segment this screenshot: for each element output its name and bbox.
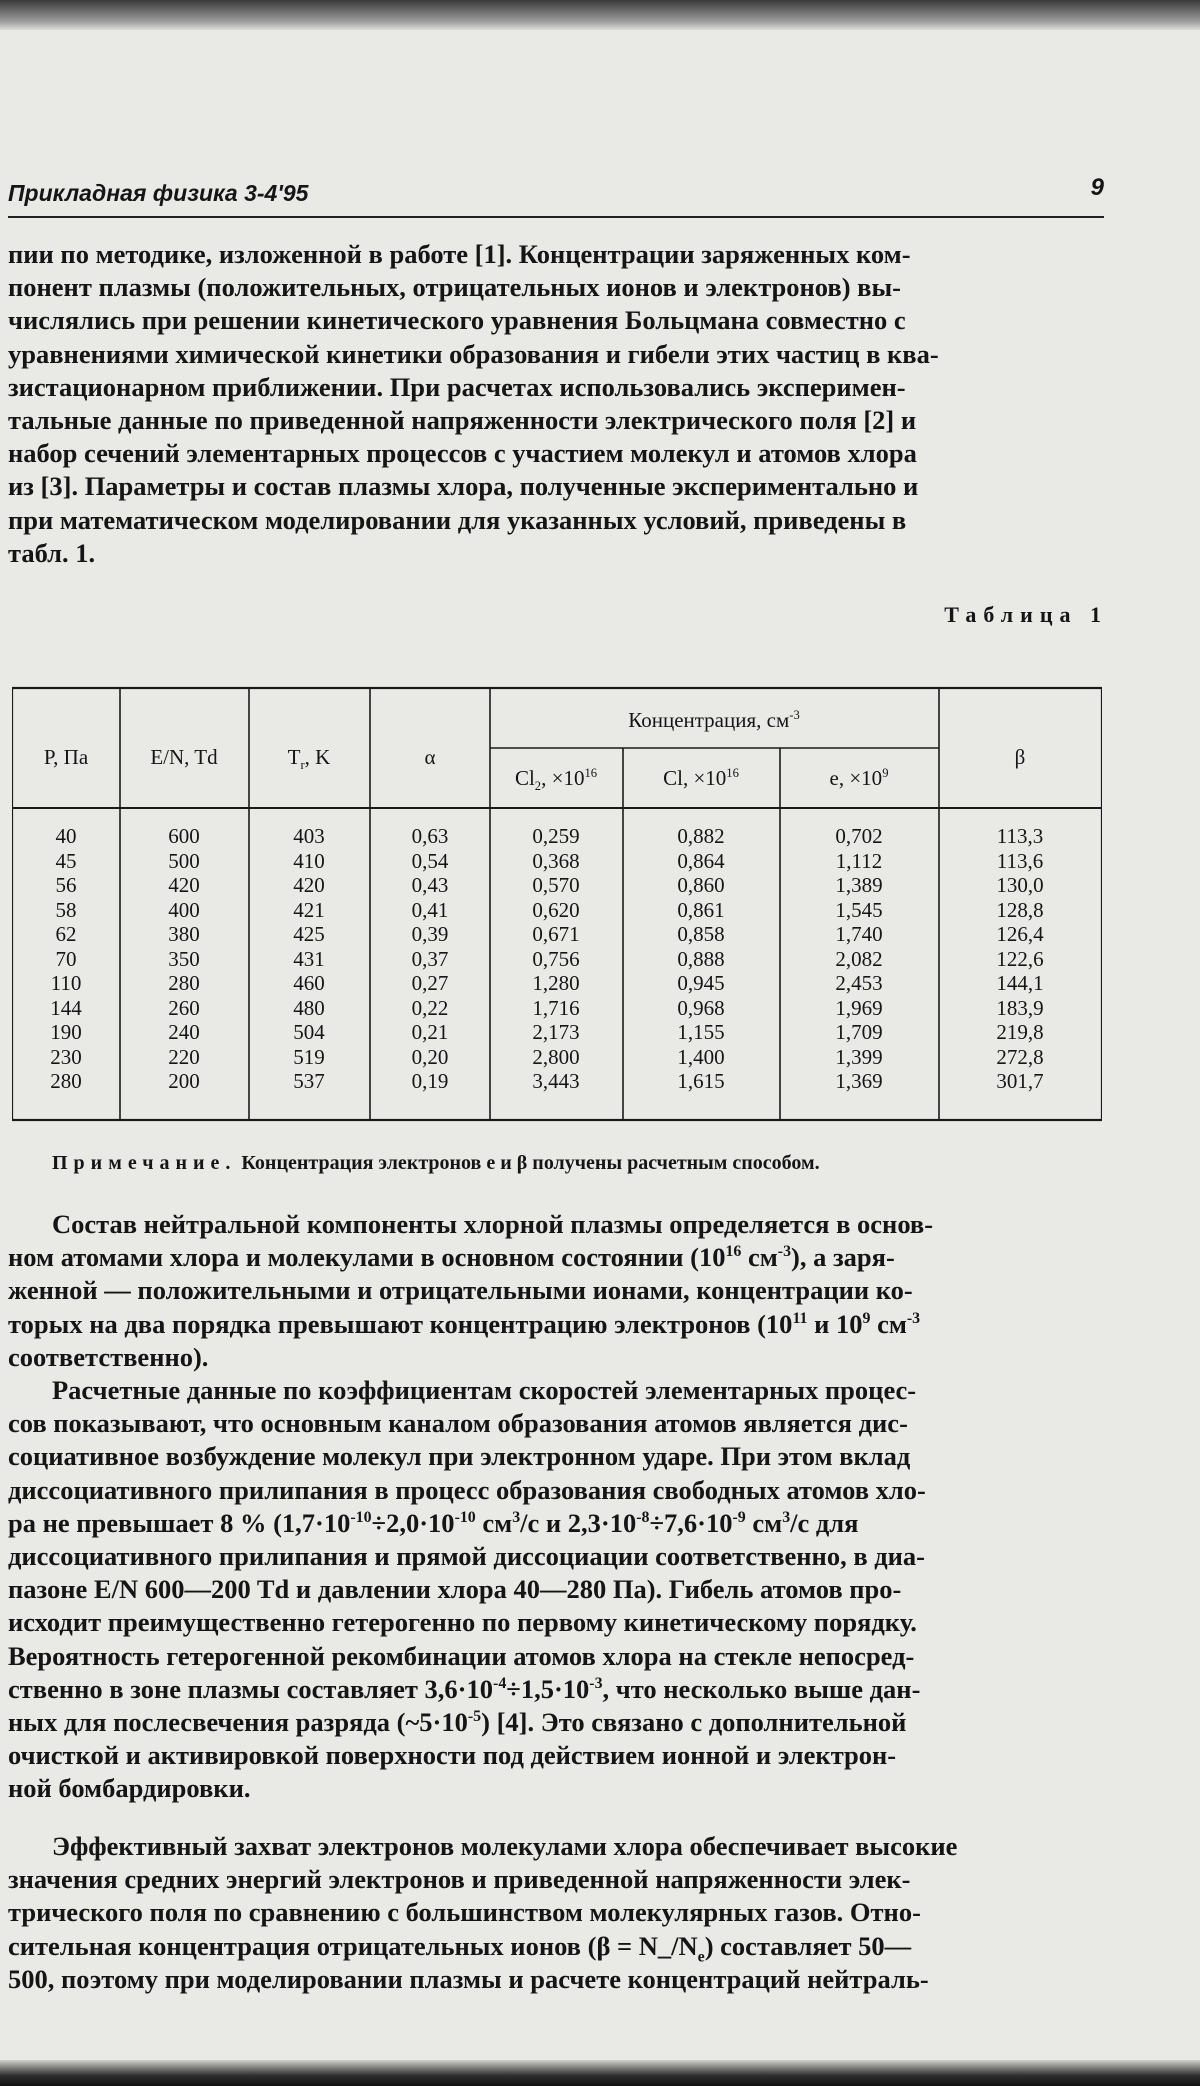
- scan-top-edge: [0, 0, 1200, 30]
- header-electrons: e, $\times 10^9$: [829, 766, 889, 790]
- table-cell: 0,671: [532, 922, 580, 946]
- table-cell: 0,259: [532, 824, 580, 848]
- table-cell: 144,1: [996, 971, 1044, 995]
- column-reduced-field: [168, 824, 200, 1094]
- table-cell: 2,173: [532, 1020, 580, 1044]
- table-cell: 220: [168, 1044, 200, 1069]
- table-cell: 0,702: [835, 824, 883, 848]
- column-pressure: [50, 824, 82, 1094]
- table-cell: 1,740: [835, 922, 883, 946]
- table-cell: 0,21: [411, 1020, 449, 1044]
- header-concentration: Концентрация, $см^{-3}$: [628, 708, 800, 732]
- document-page: [0, 30, 1200, 2060]
- table-cell: 301,7: [996, 1069, 1044, 1093]
- table-cell: 0,945: [677, 971, 725, 995]
- table-cell: 113,3: [996, 824, 1044, 848]
- table-cell: 410: [293, 848, 325, 873]
- table-cell: 45: [55, 848, 77, 873]
- table-cell: 1,280: [532, 971, 580, 995]
- table-cell: 0,37: [411, 946, 449, 971]
- text-line: при математическом моделировании для указанных условий, приведены в: [8, 504, 907, 535]
- table-cell: 0,888: [677, 946, 725, 971]
- table-cell: 0,620: [532, 897, 580, 922]
- header-reduced-field: E/N, Td: [150, 745, 218, 769]
- column-alpha: [412, 824, 449, 1094]
- table-cell: 500: [168, 848, 200, 873]
- table-cell: 0,43: [411, 873, 449, 897]
- table-cell: 431: [293, 946, 325, 971]
- table-cell: 537: [293, 1069, 325, 1093]
- table-cell: 0,860: [677, 873, 725, 897]
- table-cell: 0,861: [677, 897, 725, 922]
- header-beta: β: [1014, 745, 1026, 769]
- table-cell: 1,112: [835, 848, 883, 873]
- text-line: набор сечений элементарных процессов с участием молекул и атомов хлора: [8, 438, 917, 469]
- table-cell: 144: [50, 995, 82, 1020]
- table-cell: 1,369: [835, 1069, 883, 1093]
- column-beta: [996, 824, 1043, 1094]
- table-cell: 1,545: [835, 897, 883, 922]
- table-cell: 0,756: [532, 946, 580, 971]
- table-cell: 0,54: [411, 848, 449, 873]
- table-cell: 480: [293, 995, 325, 1020]
- table-cell: 0,41: [411, 897, 449, 922]
- table-cell: 519: [293, 1044, 325, 1069]
- table-cell: 0,882: [677, 824, 725, 848]
- table-cell: 420: [293, 873, 325, 897]
- table-cell: 1,615: [677, 1069, 725, 1093]
- table-cell: 219,8: [996, 1020, 1044, 1044]
- table-cell: 62: [55, 922, 77, 946]
- table-cell: 0,20: [411, 1044, 449, 1069]
- table-cell: 3,443: [532, 1069, 580, 1093]
- table-cell: 2,453: [835, 971, 883, 995]
- paragraph-1: [8, 238, 1106, 570]
- text-line: зистационарном приближении. При расчетах использовались эксперимен-: [8, 371, 906, 402]
- column-gas-temperature: [293, 824, 325, 1094]
- table-cell: 421: [293, 897, 325, 922]
- table-cell: 420: [168, 873, 200, 897]
- table-cell: 0,570: [532, 873, 580, 897]
- table-cell: 122,6: [996, 946, 1044, 971]
- table-cell: 1,155: [677, 1020, 725, 1044]
- table-note: [52, 1152, 820, 1175]
- table-cell: 2,800: [532, 1044, 580, 1069]
- running-header: [8, 174, 1104, 218]
- table-cell: 0,968: [677, 995, 725, 1020]
- table-cell: 240: [168, 1020, 200, 1044]
- table-cell: 403: [293, 824, 325, 848]
- table-cell: 1,969: [835, 995, 883, 1020]
- header-cl2: $Cl_2$, $\times 10^{16}$: [514, 766, 598, 794]
- journal-title: Прикладная физика 3-4'95: [8, 180, 309, 206]
- table-cell: 40: [55, 824, 77, 848]
- table-cell: 380: [168, 922, 200, 946]
- table-cell: 2,082: [835, 946, 883, 971]
- column-cl: [677, 824, 724, 1094]
- text-line: пии по методике, изложенной в работе [1]. Концентрации заряженных ком-: [8, 239, 911, 269]
- scan-bottom-edge: [0, 2060, 1200, 2086]
- page-number: 9: [1090, 174, 1104, 201]
- table-cell: 0,27: [411, 971, 449, 995]
- table-cell: 460: [293, 971, 325, 995]
- text-line: тальные данные по приведенной напряженности электрического поля [2] и: [8, 405, 917, 436]
- table-cell: 200: [168, 1069, 200, 1093]
- table-cell: 130,0: [996, 873, 1044, 897]
- table-cell: 190: [50, 1020, 82, 1044]
- table-cell: 110: [50, 971, 82, 995]
- table-cell: 1,399: [835, 1044, 883, 1069]
- table-cell: 183,9: [996, 995, 1044, 1020]
- table-cell: 0,368: [532, 848, 580, 873]
- table-cell: 126,4: [996, 922, 1044, 946]
- paragraph-2: Состав нейтральной компоненты хлорной плазмы определяется в основ- ном атомами хлора и молекулами в основном состоянии ($10^{16}$ $см^{-3}$), а заря- женной — положительными и отрицательными ионами, концентрации ко- торых на два порядка превышают концентрацию электронов ($10^{11}$ и $10^9$ $см^{-3}$ соответственно).: [8, 1209, 934, 1372]
- text-line: табл. 1.: [8, 537, 96, 568]
- table-cell: 0,39: [411, 922, 449, 946]
- table-cell: 1,709: [835, 1020, 883, 1044]
- table-cell: 260: [168, 995, 200, 1020]
- header-pressure: P, Па: [43, 745, 89, 769]
- text-line: числялись при решении кинетического уравнения Больцмана совместно с: [8, 305, 906, 336]
- table-cell: 1,716: [532, 995, 580, 1020]
- table-cell: 56: [55, 873, 77, 897]
- table-cell: 600: [168, 824, 200, 848]
- table-cell: 0,864: [677, 848, 725, 873]
- table-cell: 350: [168, 946, 200, 971]
- table-cell: 1,389: [835, 873, 883, 897]
- column-electrons: [835, 824, 882, 1094]
- note-text: Концентрация электронов e и β получены расчетным способом.: [241, 1152, 820, 1174]
- header-gas-temperature: $T_r$, K: [287, 745, 331, 773]
- header-cl: Cl, $\times 10^{16}$: [663, 766, 739, 790]
- table-cell: 1,400: [677, 1044, 725, 1069]
- table-cell: 280: [50, 1069, 82, 1093]
- text-line: уравнениями химической кинетики образования и гибели этих частиц в ква-: [8, 338, 939, 369]
- paragraph-3: Расчетные данные по коэффициентам скоростей элементарных процес- сов показывают, что основным каналом образования атомов является дис- социативное возбуждение молекул при электронном ударе. При этом вклад диссоциативного прилипания в процесс образования свободных атомов хло- ра не превышает 8 % ($1,7\cdot 10^{-10}\div 2,0\cdot 10^{-10}$ $см^3/с$ и $2,3\cdot 10^{-8}\div 7,6\cdot 10^{-9}$ $см^3/с$ для диссоциативного прилипания и прямой диссоциации соответственно, в диа- пазоне E/N 600—200 Td и давлении хлора 40—280 Па). Гибель атомов про- исходит преимущественно гетерогенно по первому кинетическому порядку. Вероятность гетерогенной рекомбинации атомов хлора на стекле непосред- ственно в зоне плазмы составляет $3,6\cdot 10^{-4}\div 1,5\cdot 10^{-3}$, что несколько выше дан- ных для послесвечения разряда $(\sim 5\cdot 10^{-5})$ [4]. Это связано с дополнительной очисткой и активировкой поверхности под действием ионной и электрон- ной бомбардировки.: [8, 1375, 926, 1804]
- table-cell: 0,22: [411, 995, 449, 1020]
- table-cell: 128,8: [996, 897, 1044, 922]
- note-label: Примечание.: [52, 1152, 237, 1174]
- table-cell: 400: [168, 897, 200, 922]
- table-cell: 280: [168, 971, 200, 995]
- table-cell: 425: [293, 922, 325, 946]
- table-cell: 0,19: [411, 1069, 449, 1093]
- column-cl2: [532, 824, 579, 1094]
- table-cell: 113,6: [996, 848, 1044, 873]
- table-cell: 272,8: [996, 1044, 1044, 1069]
- table-cell: 58: [55, 897, 77, 922]
- table-cell: 70: [55, 946, 77, 971]
- text-line: из [3]. Параметры и состав плазмы хлора, полученные экспериментально и: [8, 471, 919, 502]
- table-cell: 230: [50, 1044, 82, 1069]
- text-line: понент плазмы (положительных, отрицательных ионов и электронов) вы-: [8, 272, 901, 303]
- header-alpha: α: [424, 745, 436, 769]
- table-cell: 0,63: [411, 824, 449, 848]
- paragraph-4: Эффективный захват электронов молекулами хлора обеспечивает высокие значения средних энергий электронов и приведенной напряженности элек- трического поля по сравнению с большинством молекулярных газов. Отно- сительная концентрация отрицательных ионов $(\beta = N\_/N_e)$ составляет 50— 500, поэтому при моделировании плазмы и расчете концентраций нейтраль-: [8, 1831, 958, 1994]
- table-title: Таблица 1: [944, 602, 1108, 627]
- data-table: [12, 652, 1102, 1122]
- table-cell: 504: [293, 1020, 325, 1044]
- table-cell: 0,858: [677, 922, 725, 946]
